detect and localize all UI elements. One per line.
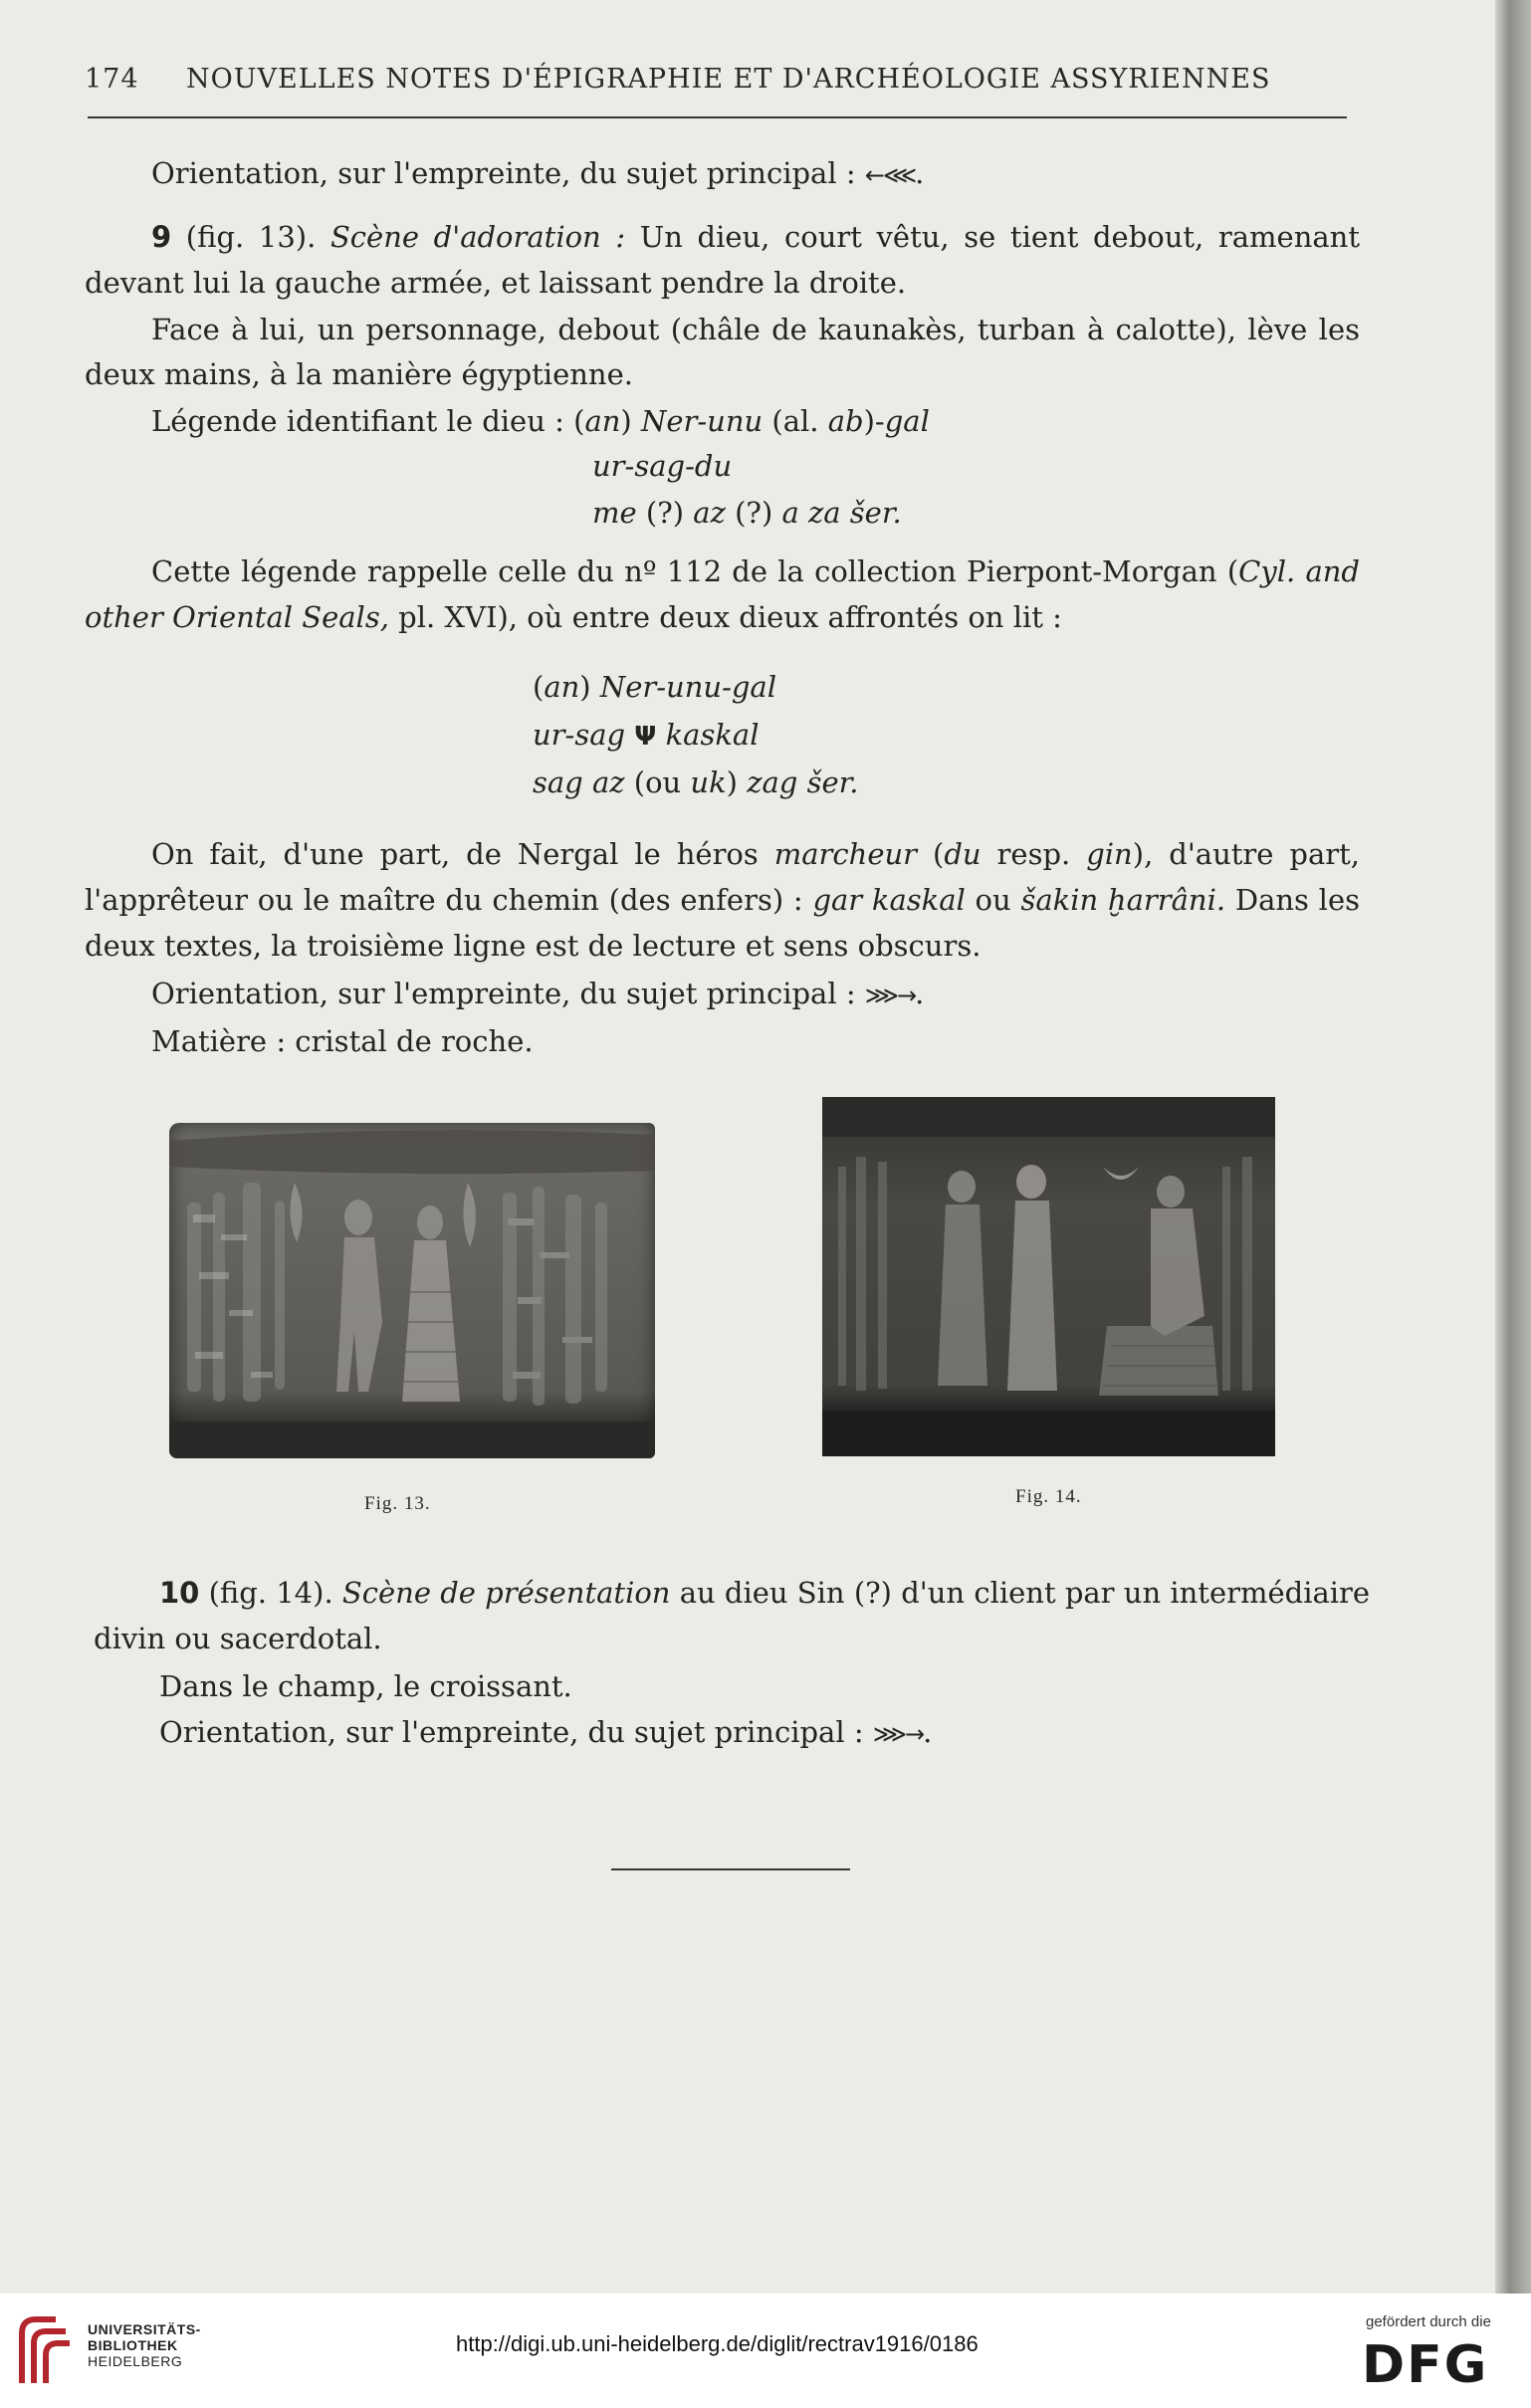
quote-line-3: sag az (ou uk) zag šer. (533, 766, 859, 799)
legend-line-1: Légende identifiant le dieu : (an) Ner-unu (al. ab)-gal (151, 404, 930, 438)
orientation-arrow-right: ⋙→ (864, 982, 916, 1009)
on-fait-line-1: On fait, d'une part, de Nergal le héros marcheur (du resp. gin), d'autre part, (151, 837, 1360, 871)
library-logo-icon (16, 2313, 74, 2389)
orientation-arrow-left: ←⋘ (864, 161, 916, 189)
dfg-logo: DFG (1362, 2335, 1489, 2395)
entry-9-line-2: devant lui la gauche armée, et laissant pendre la droite. (85, 266, 907, 300)
header-rule (88, 116, 1347, 118)
orientation-arrow-right-2: ⋙→ (872, 1720, 924, 1748)
cette-legende-line-2: other Oriental Seals, pl. XVI), où entre deux dieux affrontés on lit : (85, 600, 1062, 634)
running-title: NOUVELLES NOTES D'ÉPIGRAPHIE ET D'ARCHÉOLOGIE ASSYRIENNES (186, 64, 1271, 95)
entry-number-10: 10 (159, 1576, 200, 1610)
figure-14-seal-impression (822, 1097, 1275, 1456)
orientation-line-1: Orientation, sur l'empreinte, du sujet principal : ←⋘. (151, 156, 925, 190)
figure-14-drawing (822, 1097, 1275, 1456)
on-fait-line-3: deux textes, la troisième ligne est de lecture et sens obscurs. (85, 929, 982, 963)
page-number: 174 (85, 64, 139, 95)
legend-line-2: ur-sag-du (592, 449, 733, 483)
entry-9-line-1: 9 (fig. 13). Scène d'adoration : Un dieu, court vêtu, se tient debout, ramenant (151, 220, 1360, 254)
matiere-line: Matière : cristal de roche. (151, 1024, 534, 1058)
figure-14-caption: Fig. 14. (1015, 1486, 1082, 1507)
source-url-link[interactable]: http://digi.ub.uni-heidelberg.de/diglit/rectrav1916/0186 (456, 2331, 979, 2356)
face-line-1: Face à lui, un personnage, debout (châle de kaunakès, turban à calotte), lève les (151, 313, 1360, 346)
cuneiform-sign-icon: Ψ (634, 722, 657, 752)
on-fait-line-2: l'apprêteur ou le maître du chemin (des enfers) : gar kaskal ou šakin ḫarrâni. Dans les (85, 883, 1360, 917)
end-rule (611, 1868, 850, 1870)
cette-legende-line-1: Cette légende rappelle celle du nº 112 de la collection Pierpont-Morgan (Cyl. and (151, 554, 1360, 588)
legend-line-3: me (?) az (?) a za šer. (592, 496, 902, 530)
page-edge (1495, 0, 1531, 2294)
figure-13-drawing (169, 1123, 655, 1458)
quote-line-2: ur-sag Ψ kaskal (533, 718, 760, 752)
running-header (85, 58, 1339, 98)
entry-10-line-1: 10 (fig. 14). Scène de présentation au dieu Sin (?) d'un client par un intermédiaire (159, 1576, 1371, 1610)
figure-13-seal-impression (169, 1123, 655, 1458)
face-line-2: deux mains, à la manière égyptienne. (85, 357, 633, 391)
entry-number-9: 9 (151, 220, 172, 254)
orientation-line-2: Orientation, sur l'empreinte, du sujet principal : ⋙→. (151, 977, 925, 1010)
figure-13-caption: Fig. 13. (364, 1493, 431, 1514)
digitization-footer (0, 2294, 1531, 2408)
funded-by-label: gefördert durch die (1366, 2313, 1491, 2330)
library-name: UNIVERSITÄTS- BIBLIOTHEK HEIDELBERG (88, 2321, 201, 2369)
entry-10-line-2: divin ou sacerdotal. (94, 1622, 382, 1655)
quote-line-1: (an) Ner-unu-gal (533, 670, 777, 704)
champ-line: Dans le champ, le croissant. (159, 1669, 572, 1703)
orientation-line-3: Orientation, sur l'empreinte, du sujet principal : ⋙→. (159, 1715, 933, 1749)
